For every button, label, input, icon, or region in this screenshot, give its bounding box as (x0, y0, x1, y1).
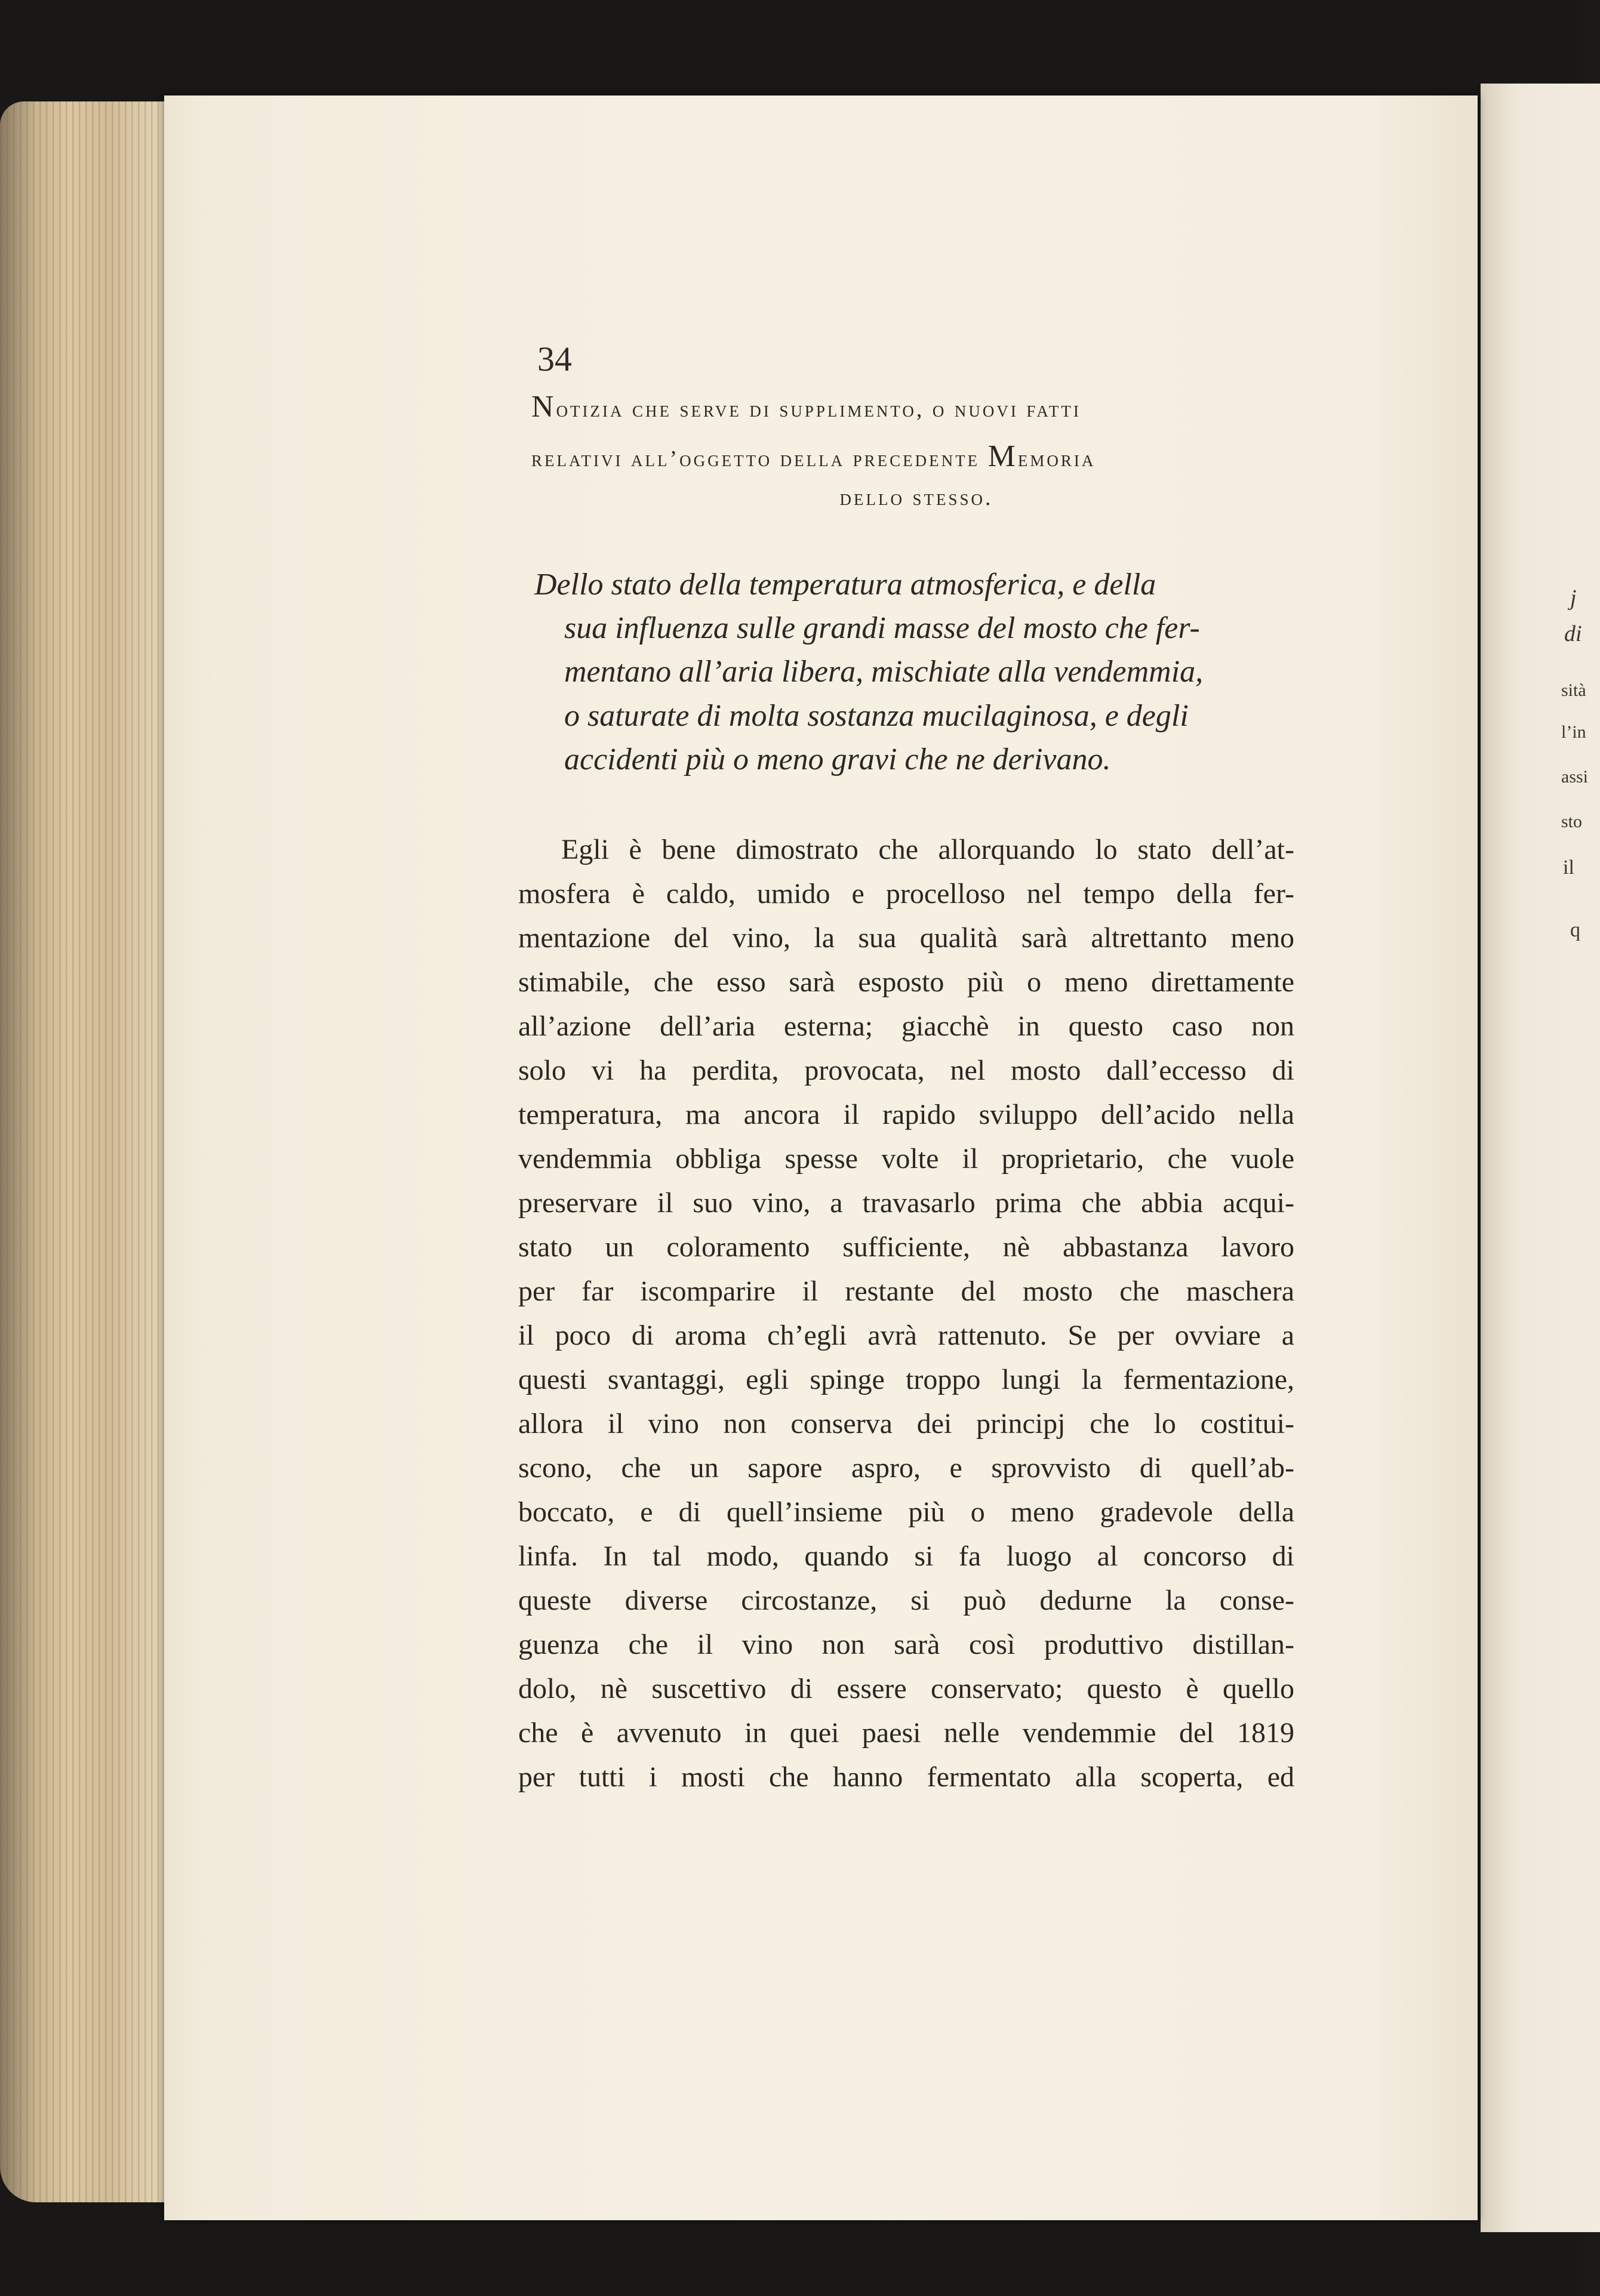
body-line: stato un coloramento sufficiente, nè abbastanza lavoro (518, 1231, 1294, 1263)
subtitle-line: o saturate di molta sostanza mucilaginosa, e degli (564, 699, 1189, 733)
facing-fragment: j (1570, 585, 1577, 611)
facing-fragment: di (1564, 621, 1582, 646)
heading-text: otizia che serve di supplimento, o nuovi fatti (556, 397, 1081, 422)
body-line: il poco di aroma ch’egli avrà rattenuto. Se per ovviare a (518, 1320, 1294, 1351)
body-line: che è avvenuto in quei paesi nelle vendemmie del 1819 (518, 1717, 1294, 1749)
body-line: solo vi ha perdita, provocata, nel mosto dall’eccesso di (518, 1055, 1294, 1086)
subtitle-line: accidenti più o meno gravi che ne derivano. (564, 742, 1111, 776)
subtitle-line: Dello stato della temperatura atmosferica, e della (534, 568, 1156, 602)
heading-line-3: dello stesso. (839, 485, 993, 510)
body-line: linfa. In tal modo, quando si fa luogo al concorso di (518, 1540, 1294, 1572)
body-line: vendemmia obbliga spesse volte il proprietario, che vuole (518, 1143, 1294, 1175)
facing-fragment: sità (1561, 680, 1586, 700)
heading-line-1 (531, 389, 1296, 424)
heading-text: emoria (1017, 446, 1096, 471)
body-line: scono, che un sapore aspro, e sprovvisto di quell’ab- (518, 1452, 1294, 1484)
facing-fragment: q (1570, 919, 1580, 941)
body-line: per tutti i mosti che hanno fermentato alla scoperta, ed (518, 1761, 1294, 1793)
facing-fragment: il (1563, 856, 1574, 879)
facing-fragment: sto (1561, 812, 1583, 831)
body-line: temperatura, ma ancora il rapido sviluppo dell’acido nella (518, 1099, 1294, 1130)
body-line: preservare il suo vino, a travasarlo prima che abbia acqui- (518, 1187, 1294, 1219)
body-line: mentazione del vino, la sua qualità sarà altrettanto meno (518, 922, 1294, 954)
facing-fragment: l’in (1561, 722, 1586, 742)
body-line: mosfera è caldo, umido e procelloso nel tempo della fer- (518, 878, 1294, 910)
body-line: allora il vino non conserva dei principj che lo costitui- (518, 1408, 1294, 1440)
body-line: stimabile, che esso sarà esposto più o meno direttamente (518, 966, 1294, 998)
body-line: queste diverse circostanze, si può dedurne la conse- (518, 1585, 1294, 1616)
subtitle-line: sua influenza sulle grandi masse del mosto che fer- (564, 611, 1200, 645)
heading-line-2 (531, 439, 1296, 474)
facing-fragment: assi (1561, 767, 1588, 787)
facing-page (1481, 84, 1600, 2232)
heading-initial: M (987, 439, 1018, 473)
page-number: 34 (537, 340, 572, 378)
body-line: guenza che il vino non sarà così produttivo distillan- (518, 1629, 1294, 1660)
body-line: dolo, nè suscettivo di essere conservato; questo è quello (518, 1673, 1294, 1705)
heading-initial: N (531, 390, 556, 424)
body-line: Egli è bene dimostrato che allorquando lo stato dell’at- (561, 834, 1294, 865)
body-line: all’azione dell’aria esterna; giacchè in questo caso non (518, 1010, 1294, 1042)
heading-text: relativi all’oggetto della precedente (531, 446, 988, 471)
subtitle-line: mentano all’aria libera, mischiate alla vendemmia, (564, 655, 1204, 689)
body-line: questi svantaggi, egli spinge troppo lungi la fermentazione, (518, 1364, 1294, 1395)
body-line: boccato, e di quell’insieme più o meno gradevole della (518, 1496, 1294, 1528)
body-line: per far iscomparire il restante del mosto che maschera (518, 1275, 1294, 1307)
